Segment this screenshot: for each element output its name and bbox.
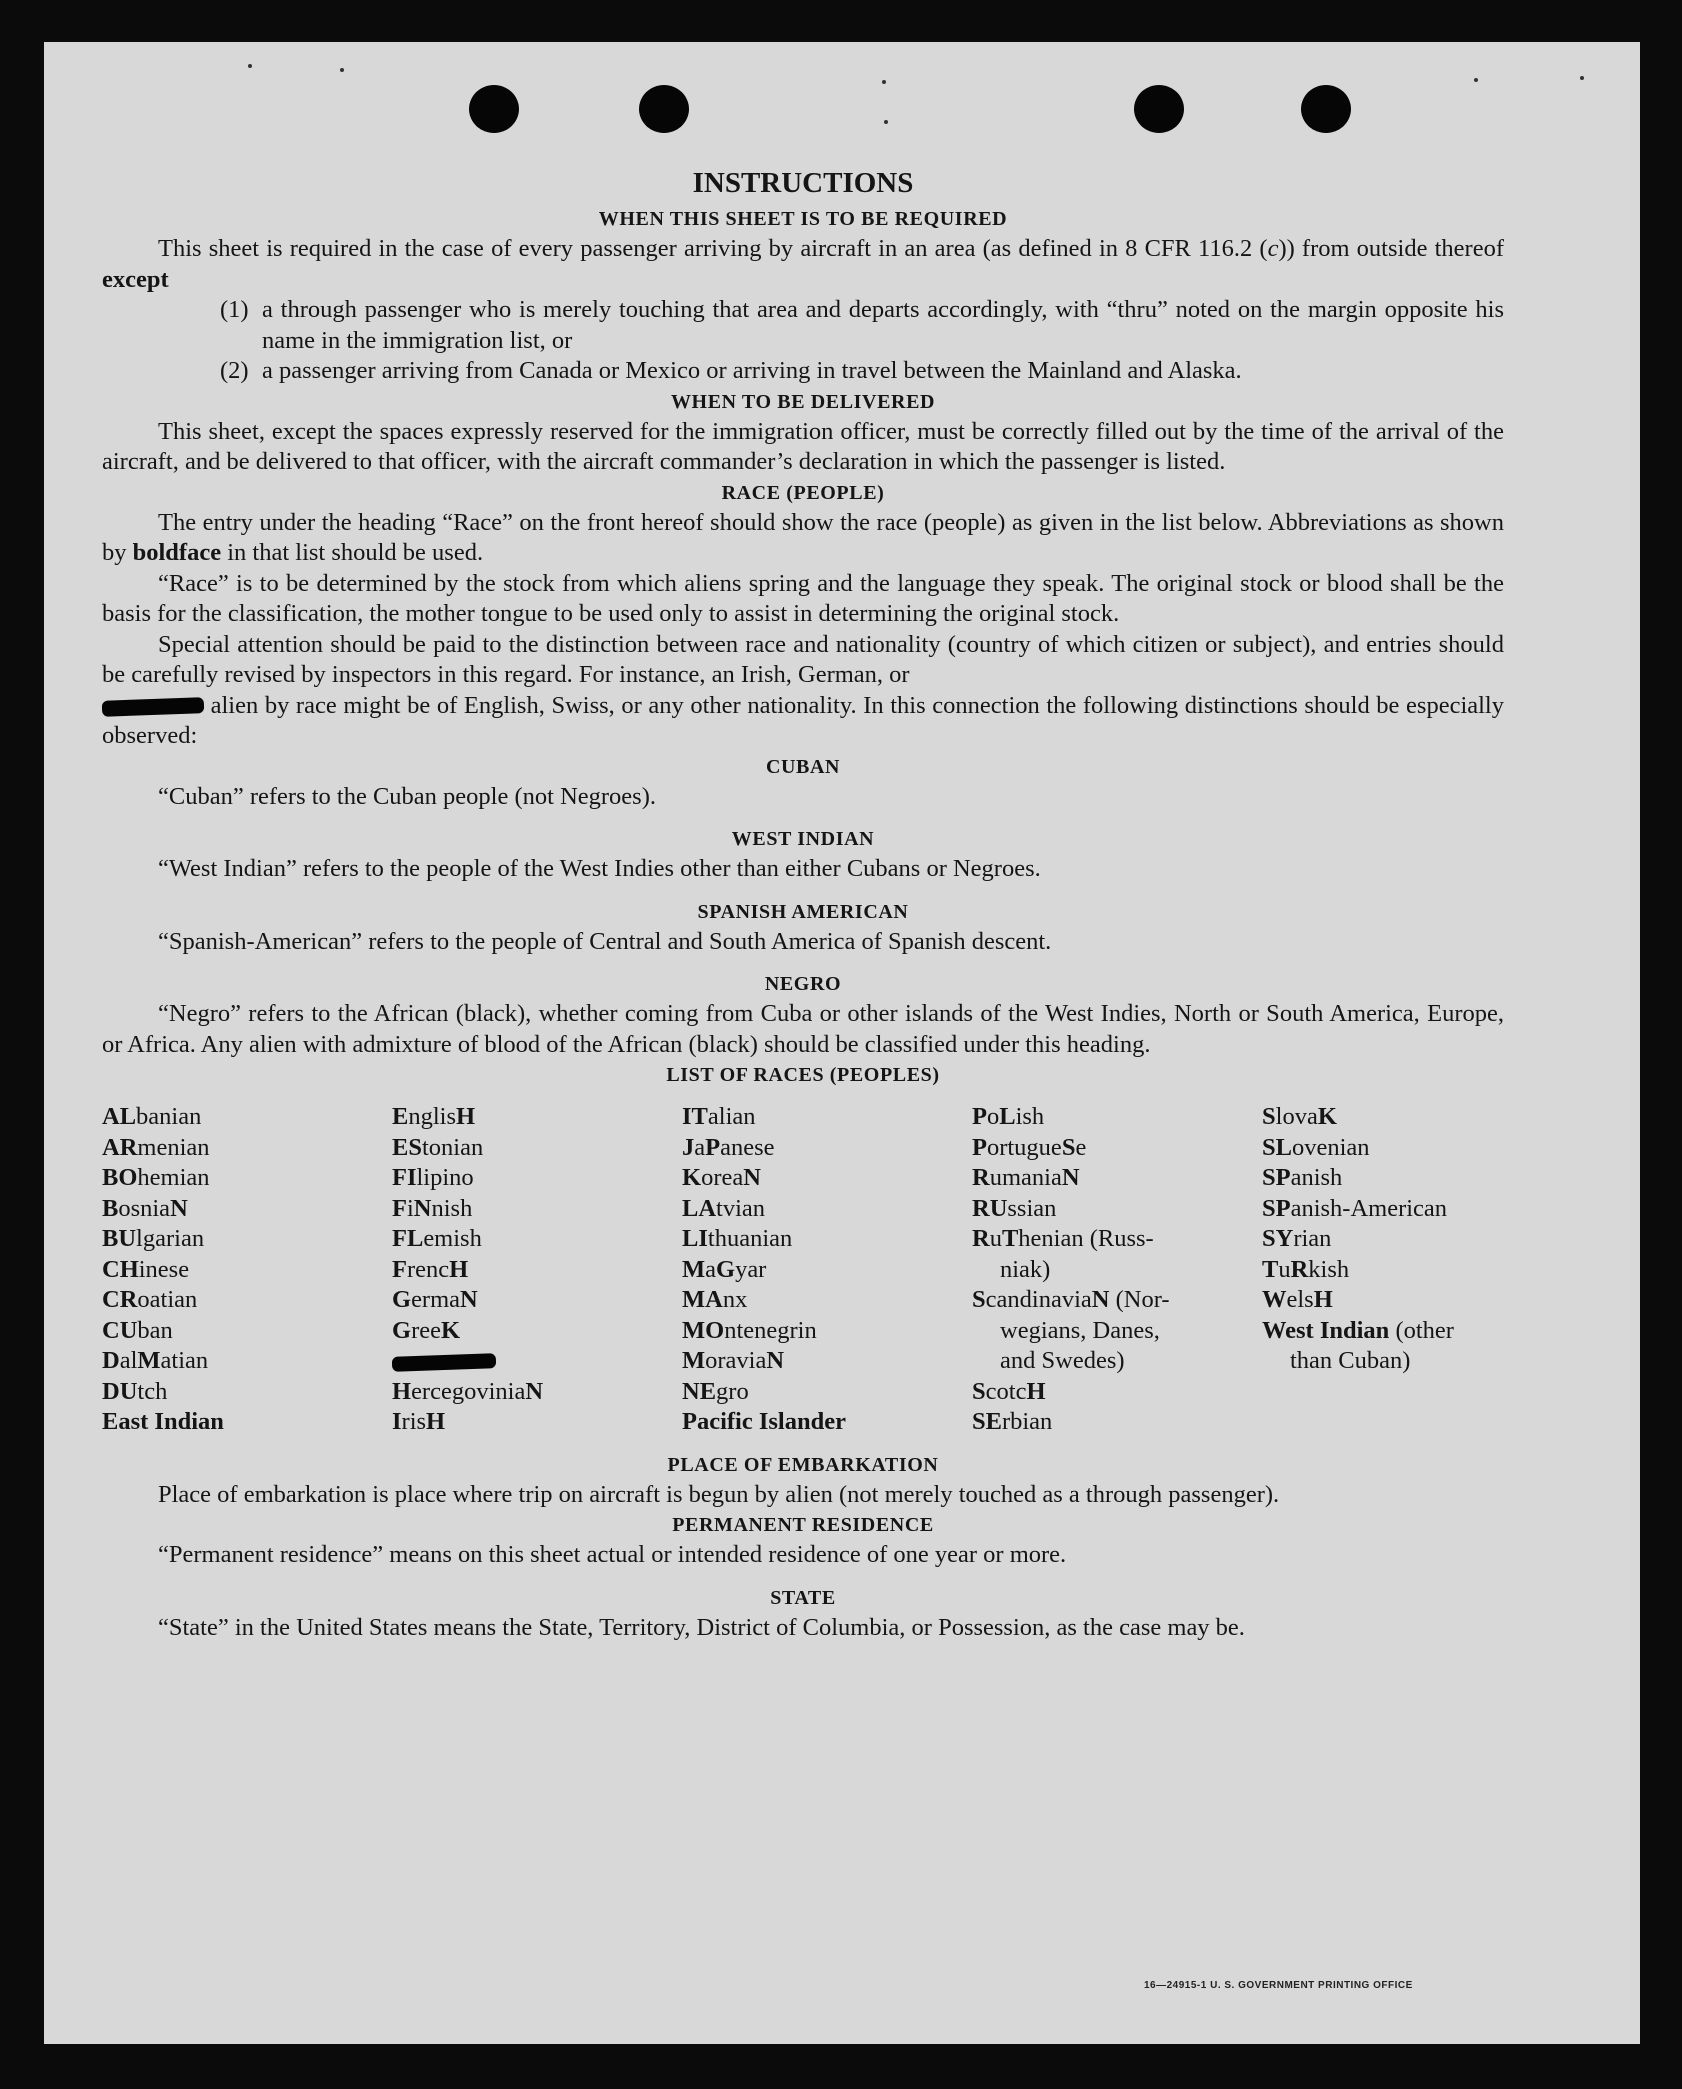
race-entry: ScandinaviaN (Nor-: [972, 1286, 1170, 1313]
section-heading: PLACE OF EMBARKATION: [667, 1453, 939, 1476]
paragraph: “West Indian” refers to the people of the West Indies other than either Cubans or Negroes.: [158, 855, 1041, 882]
race-entry: SYrian: [1262, 1225, 1332, 1252]
race-entry: RuThenian (Russ-: [972, 1225, 1154, 1252]
redaction-mark: [392, 1353, 496, 1372]
speck: [884, 120, 888, 124]
race-entry: MOntenegrin: [682, 1316, 817, 1344]
race-entry: CRoatian: [102, 1286, 198, 1313]
section-heading: LIST OF RACES (PEOPLES): [666, 1064, 940, 1086]
race-entry: West Indian (other: [1262, 1316, 1454, 1344]
race-entry: MAnx: [682, 1286, 748, 1313]
paragraph: Place of embarkation is place where trip on aircraft is begun by alien (not merely touched as a through passenger).: [158, 1480, 1280, 1508]
section-heading: WEST INDIAN: [731, 828, 875, 850]
section-heading: PERMANENT RESIDENCE: [672, 1514, 934, 1536]
race-entry: SPanish-American: [1262, 1194, 1448, 1222]
punch-hole: [1134, 85, 1184, 133]
race-entry: TuRkish: [1262, 1255, 1350, 1283]
instructions-body: [102, 166, 1504, 1643]
section-heading: RACE (PEOPLE): [721, 481, 885, 504]
race-entry: Pacific Islander: [682, 1408, 846, 1435]
races-column: [392, 1102, 682, 1438]
race-entry: SPanish: [1262, 1164, 1343, 1191]
race-entry: BosniaN: [102, 1194, 188, 1222]
speck: [248, 64, 252, 68]
punch-hole: [639, 85, 689, 133]
paragraph: “Negro” refers to the African (black), whether coming from Cuba or other islands of the West Indies, North or South America, Europe, or Africa. Any alien with admixture of blood of the African (black) should be classified under this heading.: [102, 1000, 1504, 1058]
race-entry: WelsH: [1262, 1286, 1333, 1313]
paragraph: This sheet, except the spaces expressly reserved for the immigration officer, must be correctly filled out by the time of the arrival of the aircraft, and be delivered to that officer, with the aircraft commander’s declaration in which the passenger is listed.: [102, 417, 1504, 475]
race-entry: LAtvian: [682, 1194, 766, 1222]
race-entry: and Swedes): [1000, 1347, 1125, 1374]
race-entry: MoraviaN: [682, 1347, 785, 1374]
list-item: (2) a passenger arriving from Canada or Mexico or arriving in travel between the Mainland and Alaska.: [220, 357, 1242, 384]
races-column: [972, 1102, 1262, 1438]
race-entry: FLemish: [392, 1225, 482, 1252]
section-heading: WHEN TO BE DELIVERED: [670, 390, 936, 413]
race-entry: ARmenian: [102, 1133, 210, 1161]
races-column: [102, 1102, 392, 1438]
race-entry: GreeK: [392, 1316, 461, 1344]
document-page: [44, 42, 1640, 2044]
race-entry: SlovaK: [1262, 1103, 1337, 1130]
section-heading: WHEN THIS SHEET IS TO BE REQUIRED: [598, 208, 1008, 230]
race-entry: PoLish: [972, 1103, 1045, 1130]
race-entry: FIlipino: [392, 1164, 474, 1191]
race-entry: LIthuanian: [682, 1225, 793, 1252]
race-entry: RumaniaN: [972, 1164, 1080, 1191]
redaction-mark: [102, 697, 204, 717]
races-column: [682, 1102, 972, 1438]
speck: [882, 80, 886, 84]
race-entry: KoreaN: [682, 1164, 761, 1191]
paragraph: “State” in the United States means the State, Territory, District of Columbia, or Possession, as the case may be.: [158, 1613, 1245, 1641]
race-entry: GermaN: [392, 1286, 478, 1313]
paragraph: This sheet is required in the case of every passenger arriving by aircraft in an area (as defined in 8 CFR 116.2 (c)) from outside thereof except: [102, 235, 1504, 293]
paragraph: The entry under the heading “Race” on the front hereof should show the race (people) as given in the list below. Abbreviations as shown by boldface in that list should be used.: [102, 508, 1504, 566]
race-entry: BOhemian: [102, 1164, 210, 1191]
race-entry: SErbian: [972, 1408, 1053, 1435]
race-entry: CUban: [102, 1316, 173, 1344]
punch-hole: [1301, 85, 1351, 133]
race-entry: [392, 1346, 682, 1377]
race-entry: EnglisH: [392, 1103, 476, 1130]
race-entry: ALbanian: [102, 1103, 202, 1130]
race-entry: niak): [1000, 1255, 1051, 1283]
paragraph: “Spanish-American” refers to the people of Central and South America of Spanish descent.: [158, 927, 1052, 955]
race-entry: IrisH: [392, 1408, 446, 1435]
race-entry: wegians, Danes,: [1000, 1316, 1160, 1344]
printer-imprint: 16—24915-1 U. S. GOVERNMENT PRINTING OFFICE: [1144, 1980, 1413, 1991]
paragraph: “Permanent residence” means on this sheet actual or intended residence of one year or more.: [158, 1541, 1067, 1568]
page-title: INSTRUCTIONS: [692, 167, 914, 199]
race-entry: FiNnish: [392, 1194, 473, 1222]
races-list: [102, 1102, 1504, 1438]
paragraph: Special attention should be paid to the distinction between race and nationality (country of which citizen or subject), and entries should be carefully revised by inspectors in this regard. For instance, an Irish, German, or alien by race might be of English, Swiss, or any other nationality. In this connection the following distinctions should be especially observed:: [102, 630, 1504, 749]
race-entry: EStonian: [392, 1133, 484, 1161]
section-heading: SPANISH AMERICAN: [697, 900, 909, 923]
race-entry: MaGyar: [682, 1255, 767, 1283]
section-heading: CUBAN: [765, 755, 841, 778]
race-entry: RUssian: [972, 1194, 1057, 1222]
section-heading: STATE: [770, 1586, 836, 1609]
list-item: (1) a through passenger who is merely touching that area and departs accordingly, with “thru” noted on the margin opposite his name in the immigration list, or: [220, 296, 1504, 354]
section-heading: NEGRO: [764, 973, 842, 995]
paragraph: “Race” is to be determined by the stock from which aliens spring and the language they speak. The original stock or blood shall be the basis for the classification, the mother tongue to be used only to assist in determining the original stock.: [102, 569, 1504, 627]
speck: [1580, 76, 1584, 80]
race-entry: DalMatian: [102, 1347, 209, 1374]
race-entry: CHinese: [102, 1255, 190, 1283]
paragraph: “Cuban” refers to the Cuban people (not Negroes).: [158, 782, 656, 810]
speck: [340, 68, 344, 72]
speck: [1474, 78, 1478, 82]
race-entry: ScotcH: [972, 1377, 1046, 1405]
race-entry: East Indian: [102, 1408, 224, 1435]
races-column: [1262, 1102, 1504, 1438]
race-entry: than Cuban): [1290, 1347, 1411, 1374]
race-entry: FrencH: [392, 1255, 469, 1283]
race-entry: JaPanese: [682, 1133, 775, 1161]
punch-hole: [469, 85, 519, 133]
race-entry: HercegoviniaN: [392, 1377, 544, 1405]
race-entry: BUlgarian: [102, 1225, 205, 1252]
race-entry: PortugueSe: [972, 1133, 1087, 1161]
race-entry: DUtch: [102, 1377, 168, 1405]
race-entry: SLovenian: [1262, 1133, 1370, 1161]
race-entry: ITalian: [682, 1103, 756, 1130]
race-entry: NEgro: [682, 1377, 749, 1405]
